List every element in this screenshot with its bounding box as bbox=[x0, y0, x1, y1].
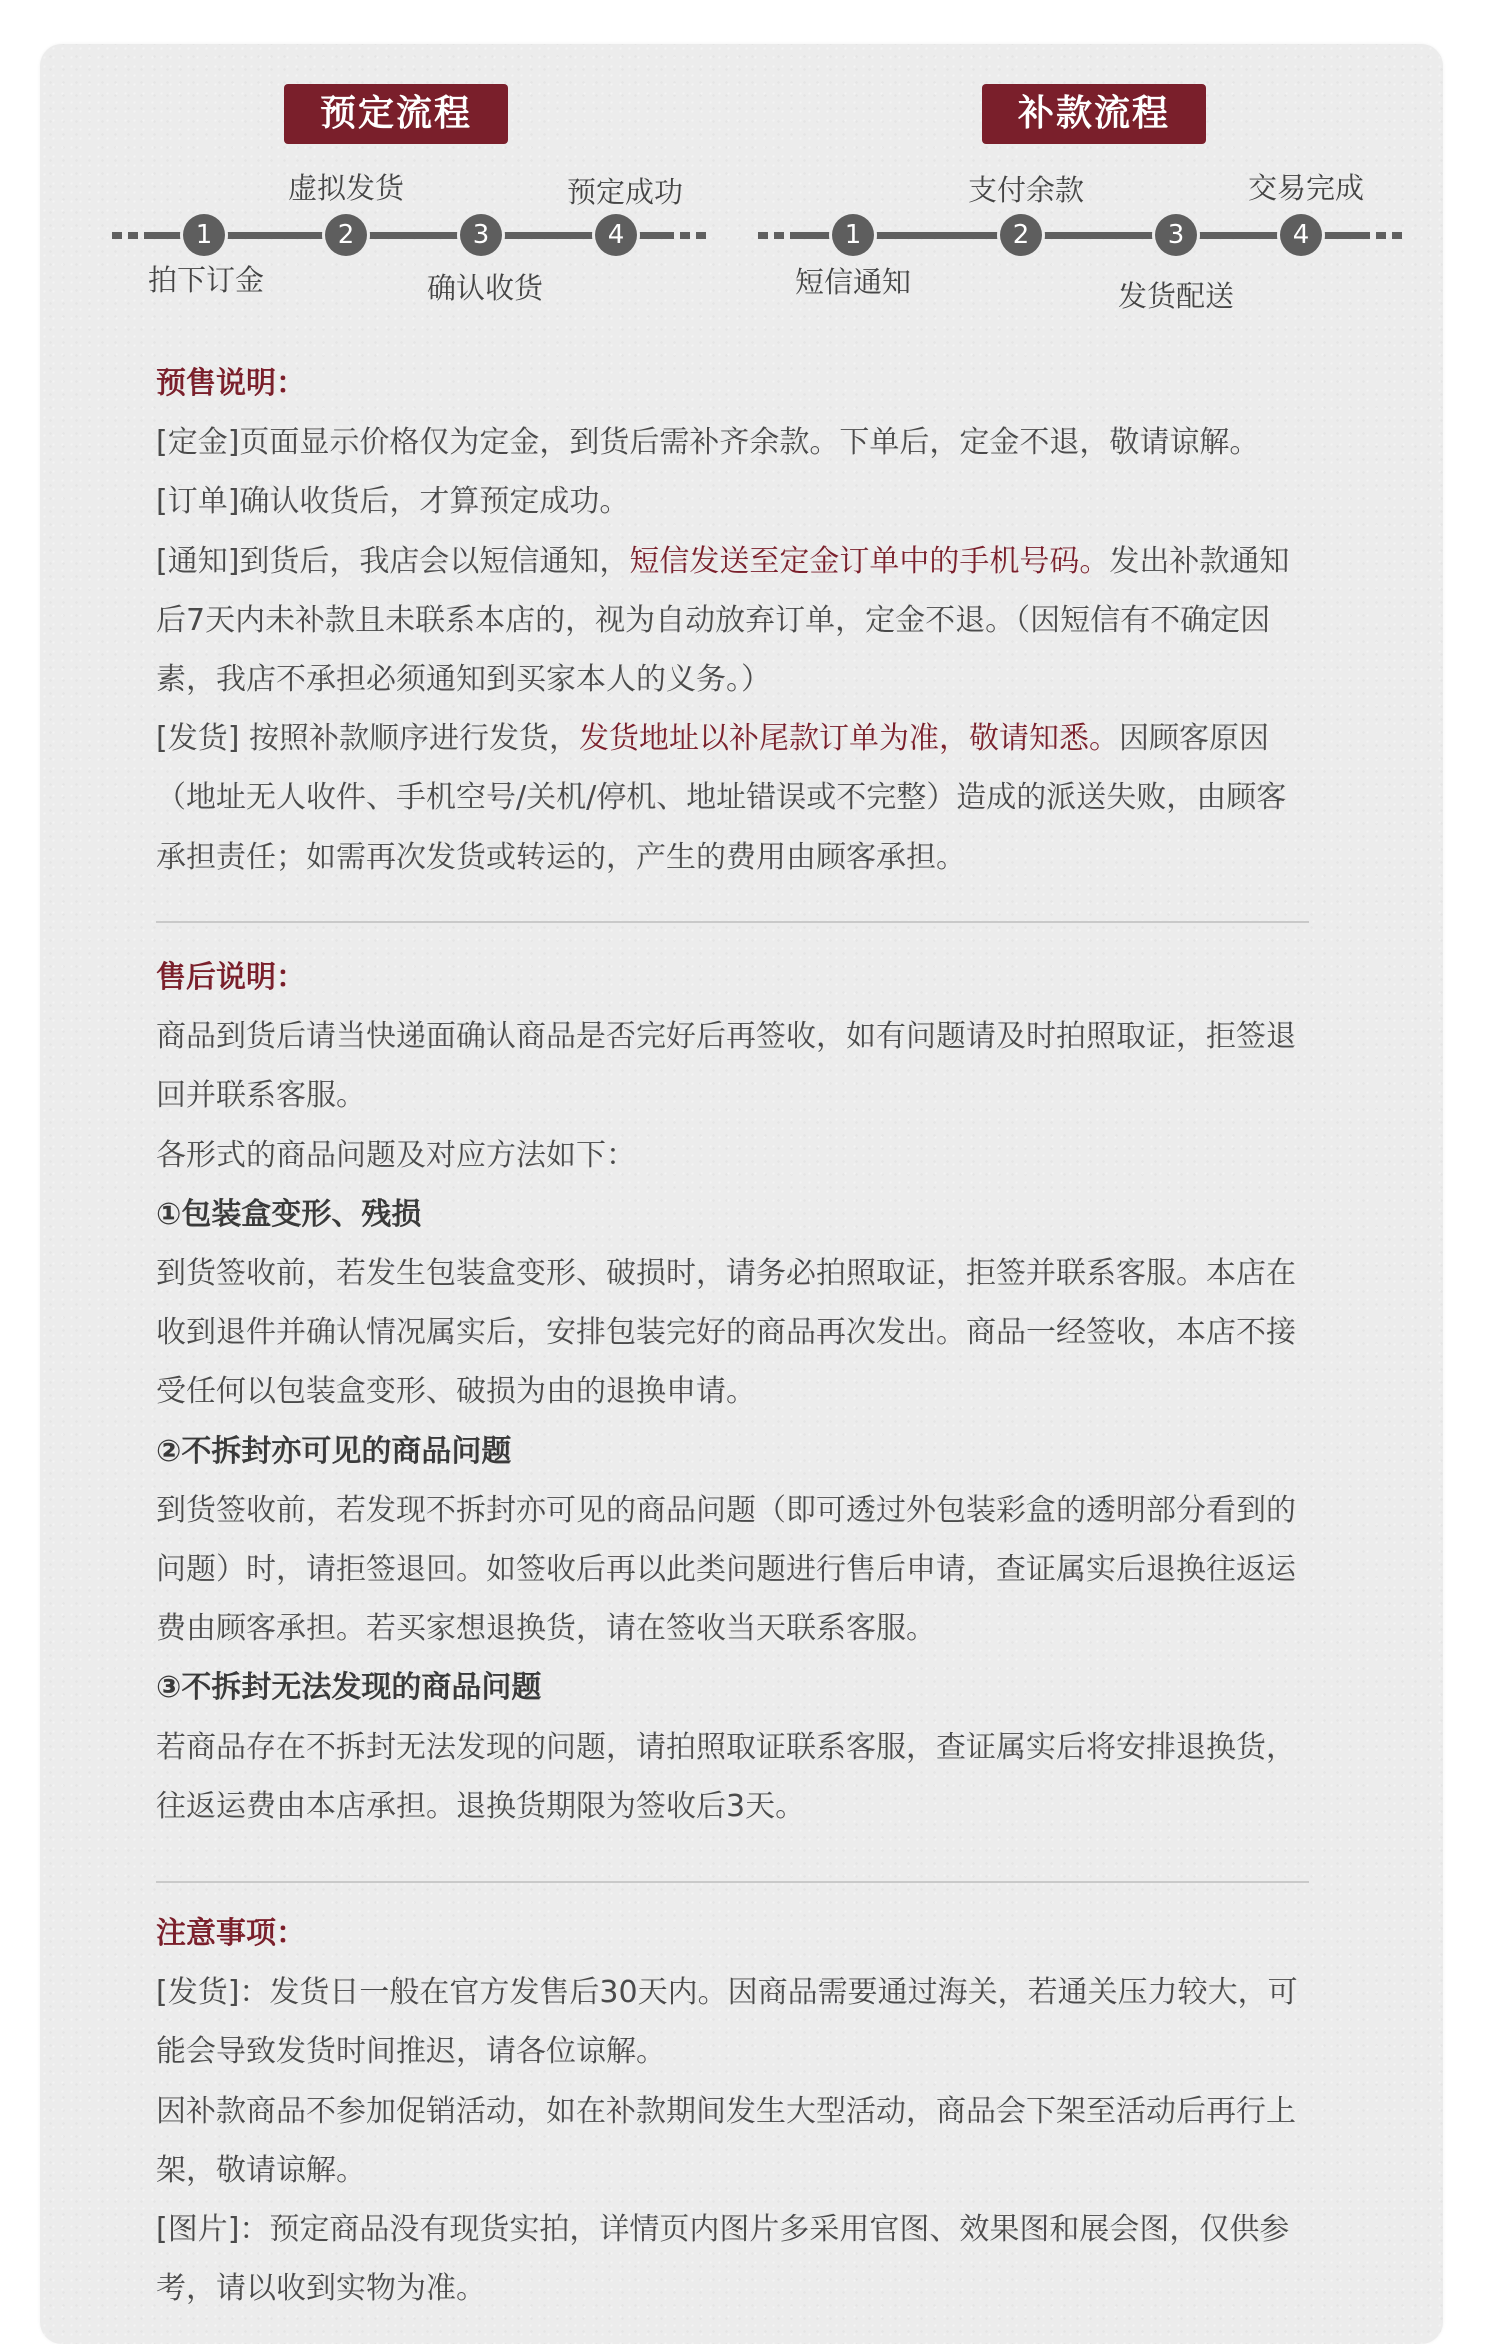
presale-deposit: [定金]页面显示价格仅为定金，到货后需补齐余款。下单后，定金不退，敬请谅解。 bbox=[156, 425, 1260, 461]
payment-step-3-node: 3 bbox=[1155, 214, 1197, 256]
booking-step-3-label: 确认收货 bbox=[426, 271, 544, 305]
payment-step-2-node: 2 bbox=[1000, 214, 1042, 256]
payment-step-1-label: 短信通知 bbox=[794, 265, 912, 299]
flow-dash bbox=[1392, 232, 1402, 239]
notes-promo: 因补款商品不参加促销活动，如在补款期间发生大型活动，商品会下架至活动后再行上架，敬请谅解。 bbox=[156, 2093, 1296, 2188]
aftersale-item2-text: 到货签收前，若发现不拆封亦可见的商品问题（即可透过外包装彩盒的透明部分看到的问题）时，请拒签退回。如签收后再以此类问题进行售后申请，查证属实后退换往返运费由顾客承担。若买家想退换货，请在签收当天联系客服。 bbox=[156, 1492, 1296, 1647]
aftersale-item2-title: ②不拆封亦可见的商品问题 bbox=[156, 1433, 512, 1469]
aftersale-item3-text: 若商品存在不拆封无法发现的问题，请拍照取证联系客服，查证属实后将安排退换货，往返运费由本店承担。退换货期限为签收后3天。 bbox=[156, 1729, 1296, 1824]
payment-step-4-label: 交易完成 bbox=[1247, 171, 1365, 205]
presale-heading: 预售说明： bbox=[156, 366, 306, 401]
notes-images: [图片]：预定商品没有现货实拍，详情页内图片多采用官图、效果图和展会图，仅供参考，请以收到实物为准。 bbox=[156, 2212, 1290, 2307]
booking-step-1-node: 1 bbox=[183, 214, 225, 256]
aftersale-item1-title: ①包装盒变形、残损 bbox=[156, 1196, 422, 1232]
aftersale-item3-title: ③不拆封无法发现的商品问题 bbox=[156, 1670, 542, 1706]
booking-step-2-label: 虚拟发货 bbox=[287, 171, 405, 205]
section-divider bbox=[156, 921, 1309, 923]
presale-order: [订单]确认收货后，才算预定成功。 bbox=[156, 484, 630, 520]
flow-dash bbox=[112, 232, 122, 239]
flow-dash bbox=[1376, 232, 1386, 239]
flow-dash bbox=[774, 232, 784, 239]
flow-dash bbox=[758, 232, 768, 239]
presale-ship-prefix: [发货] 按照补款顺序进行发货， bbox=[156, 721, 579, 757]
booking-step-2-node: 2 bbox=[325, 214, 367, 256]
booking-flow-title: 预定流程 bbox=[284, 84, 508, 144]
presale-ship-highlight: 发货地址以补尾款订单为准，敬请知悉。 bbox=[578, 721, 1119, 757]
aftersale-section bbox=[156, 948, 1306, 1836]
aftersale-methods-intro: 各形式的商品问题及对应方法如下： bbox=[156, 1137, 636, 1173]
presale-notice-suffix: 发出补款通知后7天内未补款且未联系本店的，视为自动放弃订单，定金不退。（因短信有不确定因素，我店不承担必须通知到买家本人的义务。） bbox=[156, 543, 1290, 698]
presale-notice-prefix: [通知]到货后，我店会以短信通知， bbox=[156, 543, 630, 579]
presale-notice-highlight: 短信发送至定金订单中的手机号码。 bbox=[629, 543, 1110, 579]
presale-notice bbox=[156, 532, 1306, 710]
payment-step-2-label: 支付余款 bbox=[967, 173, 1085, 207]
booking-step-3-node: 3 bbox=[460, 214, 502, 256]
aftersale-item1-text: 到货签收前，若发生包装盒变形、破损时，请务必拍照取证，拒签并联系客服。本店在收到退件并确认情况属实后，安排包装完好的商品再次发出。商品一经签收，本店不接受任何以包装盒变形、破损为由的退换申请。 bbox=[156, 1256, 1296, 1410]
booking-step-4-node: 4 bbox=[595, 214, 637, 256]
booking-step-4-label: 预定成功 bbox=[566, 175, 684, 209]
flow-dash bbox=[128, 232, 138, 239]
aftersale-intro: 商品到货后请当快递面确认商品是否完好后再签收，如有问题请及时拍照取证，拒签退回并联系客服。 bbox=[156, 1019, 1296, 1114]
notes-shipping: [发货]：发货日一般在官方发售后30天内。因商品需要通过海关，若通关压力较大，可能会导致发货时间推迟，请各位谅解。 bbox=[156, 1975, 1298, 2070]
payment-step-3-label: 发货配送 bbox=[1117, 279, 1235, 313]
aftersale-heading: 售后说明： bbox=[156, 960, 306, 995]
payment-step-4-node: 4 bbox=[1280, 214, 1322, 256]
info-card bbox=[40, 44, 1443, 2344]
flow-dash bbox=[680, 232, 690, 239]
booking-step-1-label: 拍下订金 bbox=[147, 263, 265, 297]
presale-section bbox=[156, 354, 1306, 887]
payment-flow-title: 补款流程 bbox=[982, 84, 1206, 144]
payment-step-1-node: 1 bbox=[832, 214, 874, 256]
presale-ship-suffix: 因顾客原因（地址无人收件、手机空号/关机/停机、地址错误或不完整）造成的派送失败，由顾客承担责任；如需再次发货或转运的，产生的费用由顾客承担。 bbox=[156, 721, 1287, 875]
flow-dash bbox=[696, 232, 706, 239]
notes-heading: 注意事项： bbox=[156, 1916, 306, 1951]
notes-section bbox=[156, 1904, 1306, 2318]
presale-shipping bbox=[156, 709, 1306, 887]
section-divider bbox=[156, 1881, 1309, 1883]
